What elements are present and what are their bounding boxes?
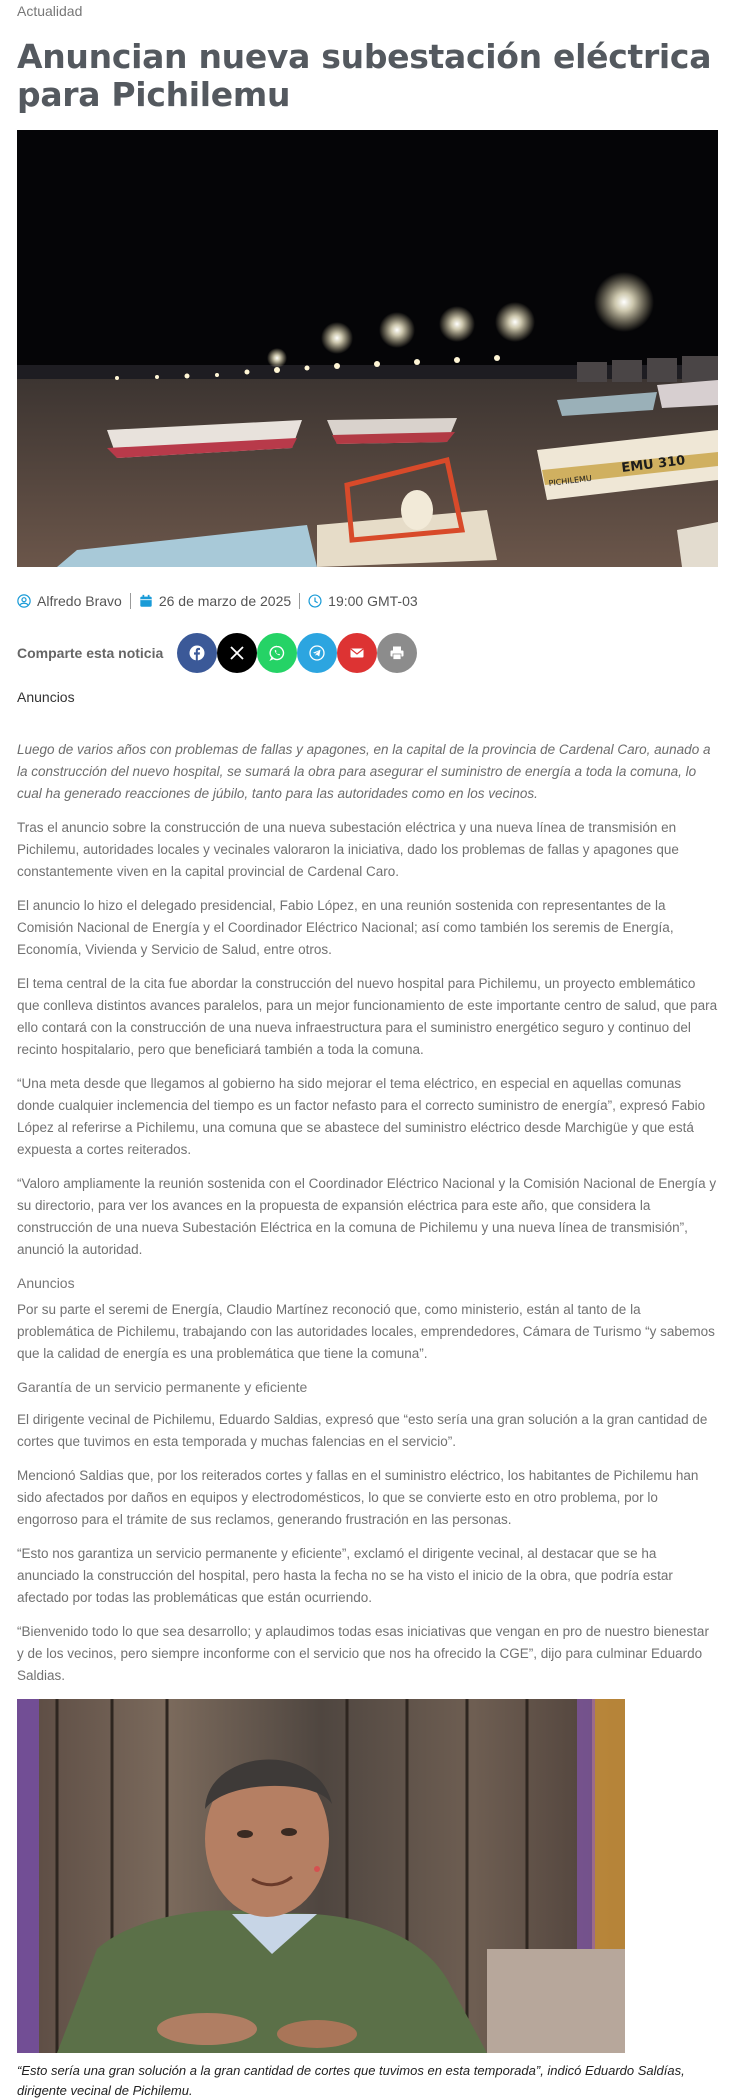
time-meta — [308, 593, 418, 609]
section-subheading: Garantía de un servicio permanente y eficiente — [17, 1379, 308, 1395]
article-paragraph: “Esto nos garantiza un servicio permanente y eficiente”, exclamó el dirigente vecinal, al destacar que se ha anunciado la construcción del hospital, pero hasta la fecha no se ha visto el inicio de la obra, que podría estar afectado por todas las problemáticas que están ocurriendo. — [17, 1546, 673, 1605]
hero-boat-number: EMU 310 — [620, 453, 687, 476]
article-paragraph: El anuncio lo hizo el delegado presidencial, Fabio López, en una reunión sostenida con representantes de la Comisión Nacional de Energía y el Coordinador Eléctrico Nacional; así como también los seremis de Energía, Economía, Vivienda y Servicio de Salud, entre otros. — [17, 898, 674, 957]
article-paragraph: “Valoro ampliamente la reunión sostenida con el Coordinador Eléctrico Nacional y la Comisión Nacional de Energía y su directorio, para ver los avances en la propuesta de expansión eléctrica para este año, que considera la construcción de una nueva Subestación Eléctrica en la comuna de Pichilemu y una nueva línea de transmisión”, anunció la autoridad. — [17, 1176, 717, 1257]
ads-label: Anuncios — [17, 689, 75, 705]
share-whatsapp-button[interactable] — [257, 633, 297, 673]
publish-date: 26 de marzo de 2025 — [158, 593, 292, 609]
email-icon — [349, 645, 365, 661]
category-label[interactable]: Actualidad — [17, 3, 83, 19]
article — [17, 0, 718, 2100]
share-x-button[interactable] — [217, 633, 257, 673]
share-label: Comparte esta noticia — [17, 645, 164, 661]
article-paragraph: Tras el anuncio sobre la construcción de una nueva subestación eléctrica y una nueva línea de transmisión en Pichilemu, autoridades locales y vecinales valoraron la iniciativa, dado los problemas de fallas y apagones que constantemente viven en la capital provincial de Cardenal Caro. — [17, 820, 679, 879]
article-title: Anuncian nueva subestación eléctrica para Pichilemu — [17, 37, 712, 114]
hero-image — [17, 130, 718, 567]
share-bar — [17, 631, 718, 675]
article-meta — [17, 591, 718, 611]
article-paragraph: Mencionó Saldias que, por los reiterados cortes y fallas en el suministro eléctrico, los habitantes de Pichilemu han sido afectados por daños en equipos y electrodomésticos, lo que se convierte esto en otro problema, por lo engorroso para el trámite de sus reclamos, generando frustración en las personas. — [17, 1468, 699, 1527]
author-meta[interactable] — [17, 593, 122, 609]
print-button[interactable] — [377, 633, 417, 673]
publish-time: 19:00 GMT-03 — [328, 593, 418, 609]
user-icon — [17, 594, 31, 608]
article-paragraph: “Bienvenido todo lo que sea desarrollo; y aplaudimos todas esas iniciativas que vengan en pro de nuestro bienestar y de los vecinos, pero siempre inconforme con el servicio que nos ha ofrecido la CGE”, dijo para culminar Eduardo Saldias. — [17, 1624, 709, 1683]
author-name[interactable]: Alfredo Bravo — [37, 593, 122, 609]
share-telegram-button[interactable] — [297, 633, 337, 673]
hero-photo-illustration — [17, 130, 718, 567]
article-paragraph: El dirigente vecinal de Pichilemu, Eduardo Saldias, expresó que “esto sería una gran solución a la gran cantidad de cortes que tuvimos en esta temporada y muchas falencias en el servicio”. — [17, 1412, 708, 1449]
interview-photo — [17, 1699, 625, 2053]
date-meta — [139, 593, 291, 609]
facebook-icon — [189, 645, 205, 661]
print-icon — [389, 645, 405, 661]
ads-label: Anuncios — [17, 1275, 75, 1291]
hero-boat-name: PICHILEMU — [548, 473, 593, 488]
clock-icon — [308, 594, 322, 608]
telegram-icon — [309, 645, 325, 661]
article-paragraph: Por su parte el seremi de Energía, Claudio Martínez reconoció que, como ministerio, están al tanto de la problemática de Pichilemu, trabajando con las autoridades locales, emprendedores, Cámara de Turismo “y sabemos que la calidad de energía es una problemática que tiene la comuna”. — [17, 1302, 715, 1361]
article-paragraph: El tema central de la cita fue abordar la construcción del nuevo hospital para Pichilemu, un proyecto emblemático que conlleva distintos avances paralelos, para un mejor funcionamiento de este importante centro de salud, que para ello contará con la construcción de una nueva infraestructura para el suministro energético seguro y continuo del recinto hospitalario, pero que beneficiará también a toda la comuna. — [17, 976, 718, 1057]
article-paragraph: “Una meta desde que llegamos al gobierno ha sido mejorar el tema eléctrico, en especial en aquellas comunas donde cualquier inclemencia del tiempo es un factor nefasto para el correcto suministro de energía”, expresó Fabio López al referirse a Pichilemu, una comuna que se abastece del suministro eléctrico desde Marchigüe y que está expuesta a cortes reiterados. — [17, 1076, 706, 1157]
photo-caption: “Esto sería una gran solución a la gran cantidad de cortes que tuvimos en esta temporada”, indicó Eduardo Saldías, dirigente vecinal de Pichilemu. — [17, 2063, 685, 2098]
interview-photo-illustration — [17, 1699, 625, 2053]
share-email-button[interactable] — [337, 633, 377, 673]
calendar-icon — [139, 594, 153, 608]
x-icon — [229, 645, 245, 661]
meta-divider — [130, 593, 131, 609]
meta-divider — [299, 593, 300, 609]
article-lead: Luego de varios años con problemas de fallas y apagones, en la capital de la provincia de Cardenal Caro, aunado a la construcción del nuevo hospital, se sumará la obra para asegurar el suministro de energía a toda la comuna, lo cual ha generado reacciones de júbilo, tanto para las autoridades como en los vecinos. — [17, 742, 711, 801]
whatsapp-icon — [269, 645, 285, 661]
share-facebook-button[interactable] — [177, 633, 217, 673]
